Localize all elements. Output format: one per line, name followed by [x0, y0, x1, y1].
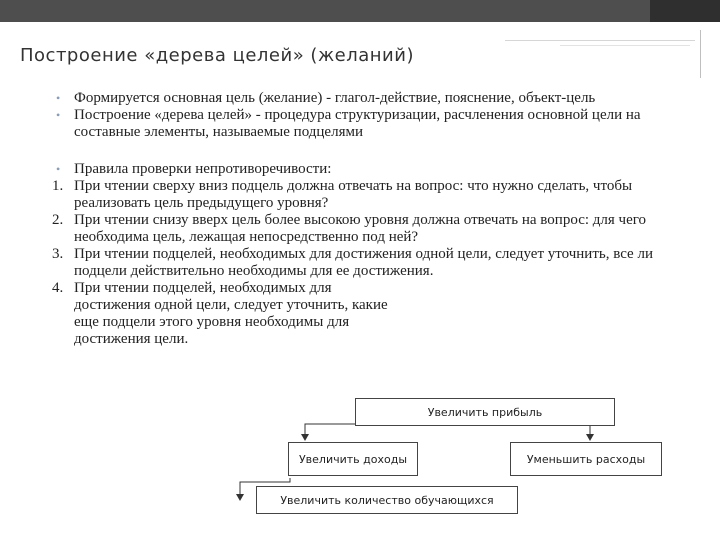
bullet-marker: • [56, 162, 61, 176]
rule-number: 4. [52, 280, 64, 296]
rule-number: 3. [52, 246, 64, 262]
goal-left-label: Увеличить доходы [298, 452, 408, 466]
goal-root-box [355, 398, 615, 426]
rules-heading-text: Правила проверки непротиворечивости: [74, 161, 332, 177]
connector-right [530, 424, 590, 440]
goal-root-label: Увеличить прибыль [427, 405, 543, 419]
goal-left-box [288, 442, 418, 476]
goal-right-label: Уменьшить расходы [526, 452, 646, 466]
rule-text: При чтении подцелей, необходимых для достижения одной цели, следует уточнить, какие еще подцели этого уровня необходимы для достижения цели. [74, 280, 388, 347]
bullet-text: Построение «дерева целей» - процедура структуризации, расчленения основной цели на составные элементы, называемые подцелями [74, 107, 641, 140]
goal-child-label: Увеличить количество обучающихся [280, 493, 494, 507]
bullet-marker: • [56, 108, 61, 122]
rule-text: При чтении сверху вниз подцель должна отвечать на вопрос: что нужно сделать, чтобы реализовать цель предыдущего уровня? [74, 178, 633, 211]
bullet-text: Формируется основная цель (желание) - глагол-действие, пояснение, объект-цель [74, 90, 596, 106]
goal-child-box [256, 486, 518, 514]
rule-text: При чтении подцелей, необходимых для достижения одной цели, следует уточнить, все ли подцели действительно необходимы для ее достижения. [74, 246, 653, 279]
rule-text: При чтении снизу вверх цель более высокою уровня должна отвечать на вопрос: для чего необходима цель, лежащая непосредственно под ней? [74, 212, 647, 245]
rule-number: 1. [52, 178, 64, 194]
connector-left [305, 424, 355, 440]
slide-title: Построение «дерева целей» (желаний) [20, 45, 414, 66]
bullet-marker: • [56, 91, 61, 105]
goal-right-box [510, 442, 662, 476]
rule-number: 2. [52, 212, 64, 228]
